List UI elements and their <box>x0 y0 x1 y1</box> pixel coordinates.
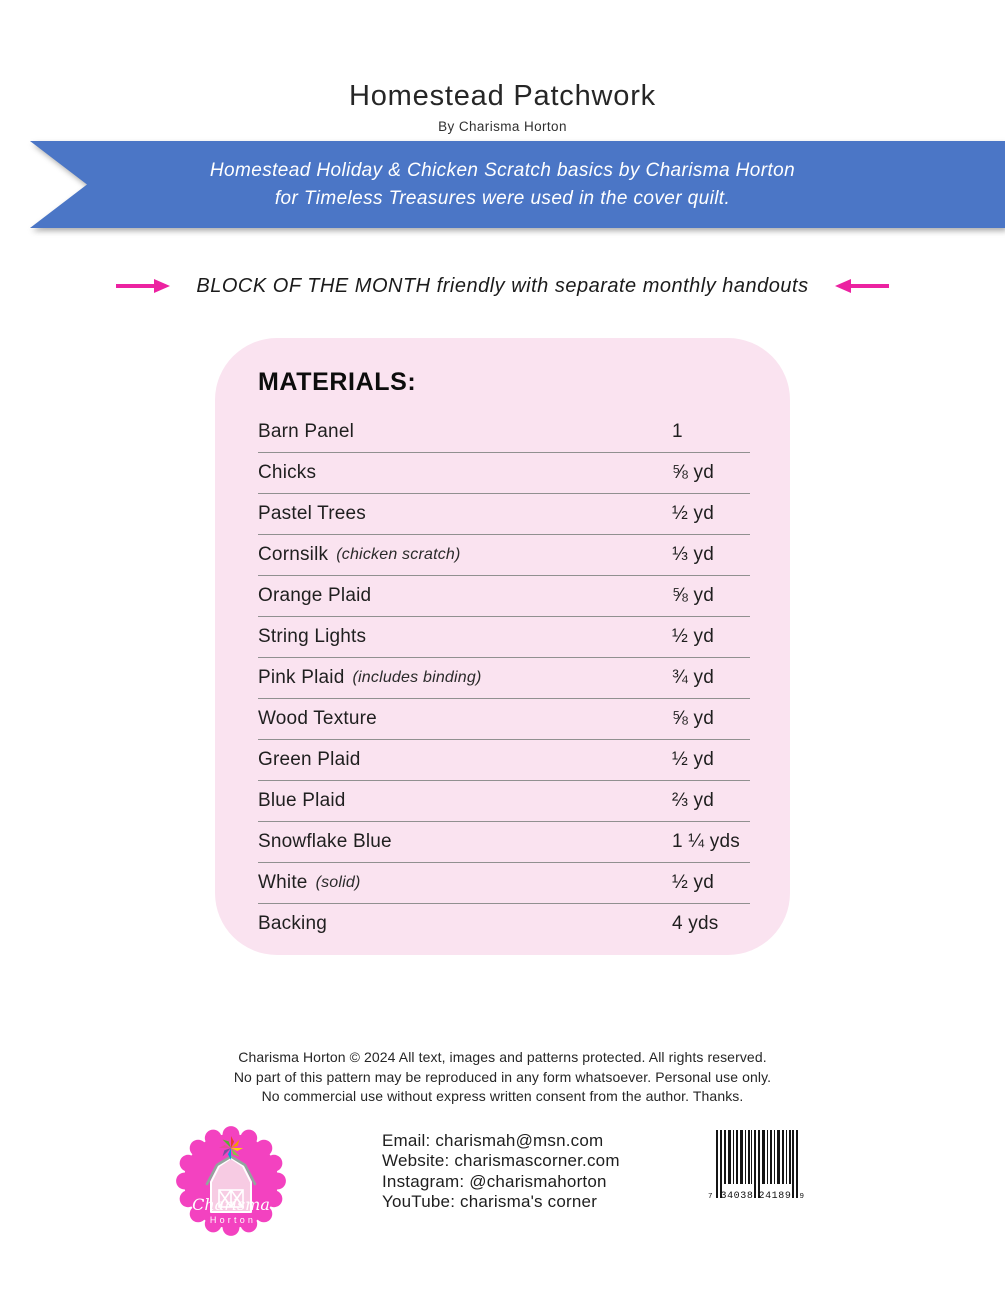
right-pointing-arrow-icon <box>116 278 170 294</box>
material-name: Backing <box>258 913 327 934</box>
material-note: (chicken scratch) <box>336 546 461 563</box>
contact-email: Email: charismah@msn.com <box>382 1131 604 1150</box>
barcode-group-1: 34038 <box>720 1191 754 1202</box>
contact-youtube: YouTube: charisma's corner <box>382 1191 598 1211</box>
logo-name-sub: Horton <box>209 1215 257 1225</box>
material-name: Green Plaid <box>258 749 361 770</box>
left-pointing-arrow-icon <box>835 278 889 294</box>
material-name: Chicks <box>258 462 317 483</box>
banner-text <box>0 141 1005 228</box>
materials-row <box>258 904 750 944</box>
material-qty: ⅔ yd <box>672 790 714 811</box>
barcode-right-digit: 9 <box>799 1193 804 1201</box>
material-qty: ½ yd <box>672 503 714 524</box>
barcode-group-2: 24189 <box>758 1191 792 1202</box>
copyright-line-3: No commercial use without express written consent from the author. Thanks. <box>261 1088 744 1104</box>
banner-line-1: Homestead Holiday & Chicken Scratch basics by Charisma Horton <box>209 159 796 181</box>
material-qty: ½ yd <box>672 749 714 770</box>
material-note: (includes binding) <box>352 669 482 686</box>
copyright-block <box>0 1048 1005 1107</box>
materials-row <box>258 617 750 658</box>
materials-row <box>258 863 750 904</box>
materials-row <box>258 412 750 453</box>
materials-table <box>258 412 750 944</box>
material-qty: 1 ¼ yds <box>672 831 740 852</box>
contact-block <box>382 1131 620 1212</box>
material-name: String Lights <box>258 626 367 647</box>
material-qty: 4 yds <box>672 913 719 934</box>
material-name: Wood Texture <box>258 708 377 729</box>
contact-website: Website: charismascorner.com <box>382 1151 620 1171</box>
material-name: Snowflake Blue <box>258 831 392 852</box>
material-name: Pink Plaid <box>258 667 345 688</box>
material-qty: ½ yd <box>672 626 714 647</box>
upc-barcode <box>706 1126 806 1210</box>
page-byline: By Charisma Horton <box>438 119 567 134</box>
logo-name-script: Charisma <box>192 1195 270 1214</box>
materials-row <box>258 658 750 699</box>
materials-row <box>258 699 750 740</box>
block-of-month-callout <box>0 271 1005 301</box>
materials-heading: MATERIALS: <box>258 368 417 396</box>
barcode-left-digit: 7 <box>708 1193 713 1201</box>
contact-instagram: Instagram: @charismahorton <box>382 1171 607 1191</box>
banner-line-2: for Timeless Treasures were used in the cover quilt. <box>274 187 731 209</box>
charisma-logo-badge <box>175 1124 287 1236</box>
materials-row <box>258 453 750 494</box>
material-qty: ⅝ yd <box>672 585 714 606</box>
material-name: Barn Panel <box>258 421 355 442</box>
page-title: Homestead Patchwork <box>349 80 656 112</box>
materials-row <box>258 740 750 781</box>
material-qty: ⅝ yd <box>672 462 714 483</box>
callout-text: BLOCK OF THE MONTH friendly with separate monthly handouts <box>196 274 809 297</box>
material-note: (solid) <box>315 874 361 891</box>
material-name: White <box>258 872 308 893</box>
materials-row <box>258 781 750 822</box>
material-qty: ¾ yd <box>672 667 714 688</box>
materials-row <box>258 494 750 535</box>
material-qty: ½ yd <box>672 872 714 893</box>
material-qty: 1 <box>672 421 683 442</box>
material-name: Blue Plaid <box>258 790 346 811</box>
material-name: Orange Plaid <box>258 585 372 606</box>
materials-box <box>215 338 790 955</box>
material-qty: ⅝ yd <box>672 708 714 729</box>
materials-row <box>258 535 750 576</box>
material-name: Cornsilk <box>258 544 329 565</box>
material-qty: ⅓ yd <box>672 544 714 565</box>
copyright-line-2: No part of this pattern may be reproduced in any form whatsoever. Personal use only. <box>233 1068 772 1085</box>
material-name: Pastel Trees <box>258 503 367 524</box>
copyright-line-1: Charisma Horton © 2024 All text, images and patterns protected. All rights reserved. <box>238 1049 767 1065</box>
materials-row <box>258 822 750 863</box>
materials-row <box>258 576 750 617</box>
